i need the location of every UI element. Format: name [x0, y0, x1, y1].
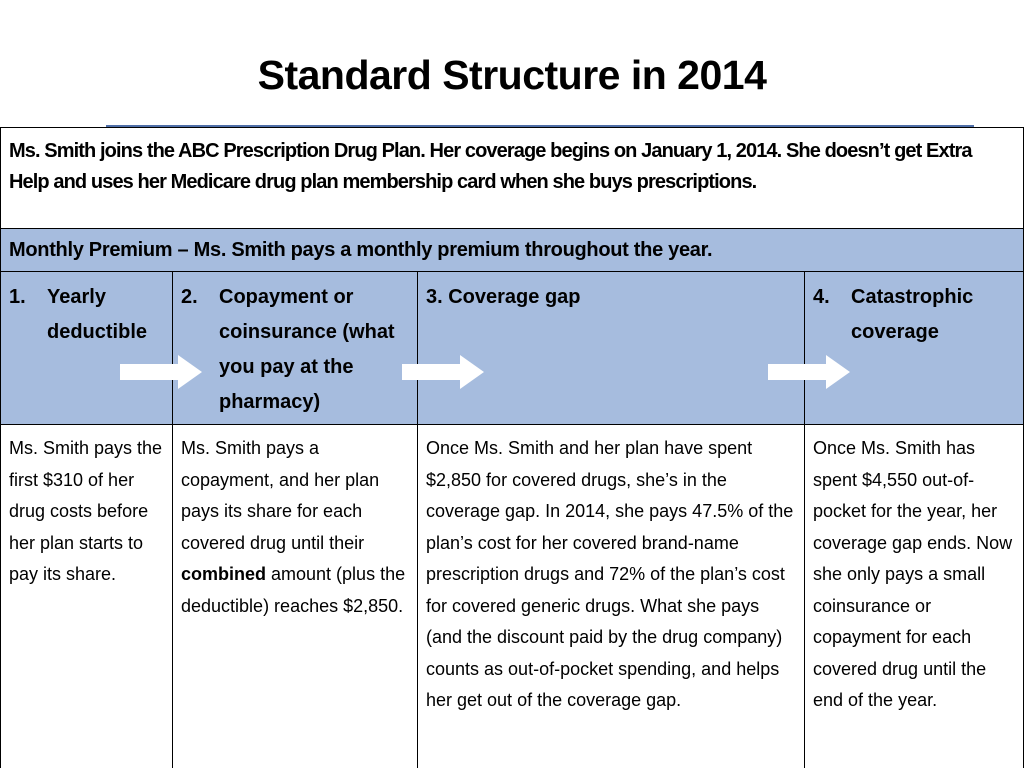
intro-row: Ms. Smith joins the ABC Prescription Drug Plan. Her coverage begins on January 1, 2014. She doesn’t get Extra Help and uses her Medicare drug plan membership card when she buys prescriptions. [1, 128, 1023, 229]
stage-header-catastrophic [805, 272, 1023, 424]
stage-description-row [1, 425, 1023, 768]
coverage-table [0, 127, 1024, 768]
description-emphasis: combined [181, 564, 267, 584]
stage-number: 2. [181, 286, 198, 308]
premium-row: Monthly Premium – Ms. Smith pays a monthly premium throughout the year. [1, 229, 1023, 272]
description-text: Ms. Smith pays a copayment, and her plan pays its share for each covered drug until their [181, 438, 380, 553]
description-deductible: Ms. Smith pays the first $310 of her drug costs before her plan starts to pay its share. [1, 425, 173, 768]
stage-header-deductible [1, 272, 173, 424]
description-coverage-gap: Once Ms. Smith and her plan have spent $2,850 for covered drugs, she’s in the coverage gap. In 2014, she pays 47.5% of the plan’s cost for her covered brand-name prescription drugs and 72% of the plan’s cost for covered generic drugs. What she pays (and the discount paid by the drug company) counts as out-of-pocket spending, and helps her get out of the coverage gap. [418, 425, 805, 768]
description-catastrophic: Once Ms. Smith has spent $4,550 out-of-pocket for the year, her coverage gap ends. Now she only pays a small coinsurance or copayment for each covered drug until the end of the year. [813, 438, 1013, 710]
stage-label: Copayment or coinsurance (what you pay at the pharmacy) [219, 286, 395, 413]
stage-number: 4. [813, 286, 830, 308]
description-copayment [173, 425, 418, 768]
stage-header-coverage-gap [418, 272, 805, 424]
stage-label: 3. Coverage gap [426, 286, 581, 308]
stage-label: Catastrophic coverage [851, 286, 974, 343]
description-text: amount (plus the deductible) reaches $2,850. [181, 564, 406, 616]
slide-title: Standard Structure in 2014 [257, 52, 767, 98]
stage-number: 1. [9, 286, 26, 308]
stage-header-copayment [173, 272, 418, 424]
stage-header-row [1, 272, 1023, 425]
stage-label: Yearly deductible [47, 286, 148, 343]
